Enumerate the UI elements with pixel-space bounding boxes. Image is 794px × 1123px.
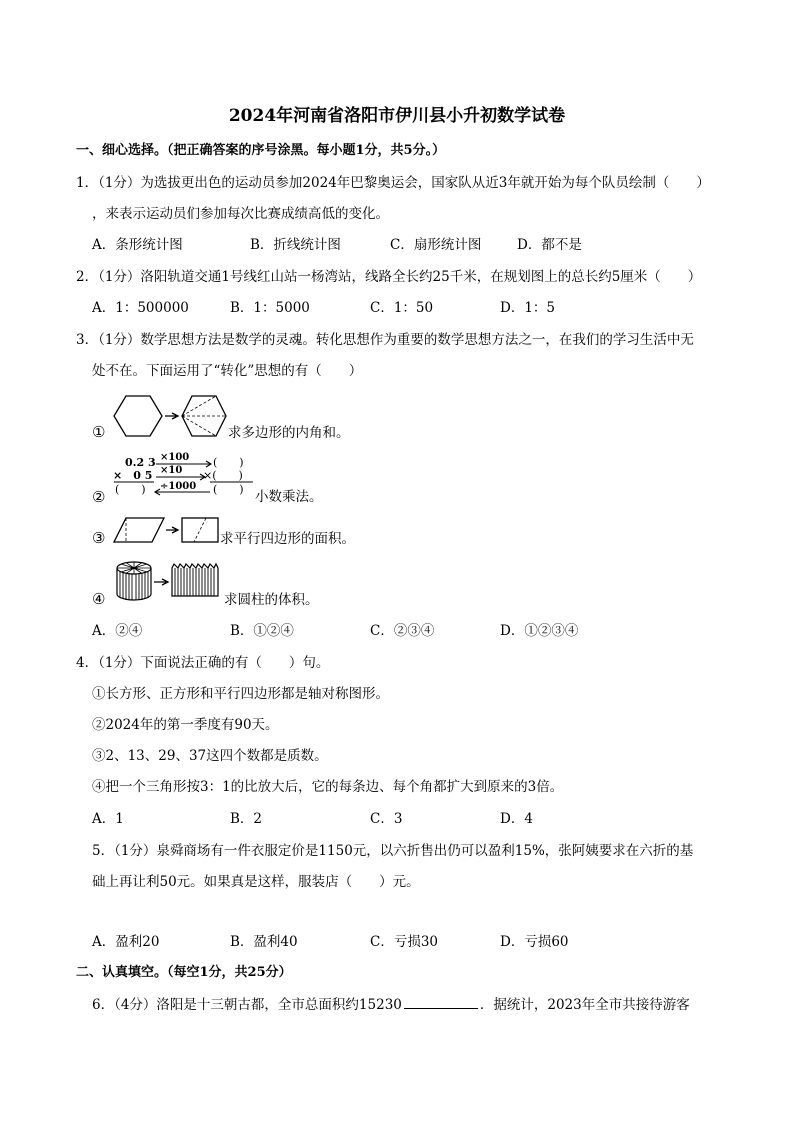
- question-6-text-after: ．据统计，2023年全市共接待游客: [479, 997, 690, 1013]
- fig2-op-times-100: ×100: [160, 452, 190, 463]
- q3-item-2-number: ②: [92, 488, 106, 506]
- q5-option-d[interactable]: D．亏损60: [500, 934, 569, 950]
- q1-option-c[interactable]: C．扇形统计图: [390, 237, 482, 253]
- q4-statement-3: ③2、13、29、37这四个数都是质数。: [92, 748, 328, 764]
- question-5-text-cont: 础上再让利50元。如果真是这样，服装店（ ）元。: [92, 874, 420, 890]
- q4-statement-4: ④把一个三角形按3：1的比放大后，它的每条边、每个角都扩大到原来的3倍。: [92, 779, 564, 795]
- q3-option-c[interactable]: C．②③④: [370, 623, 435, 639]
- fig2-product-left: ( ): [115, 483, 146, 496]
- q3-option-d[interactable]: D．①②③④: [500, 623, 579, 639]
- fig2-result-1: ( ): [213, 456, 244, 469]
- q4-option-d[interactable]: D．4: [500, 811, 533, 827]
- q1-option-d[interactable]: D．都不是: [517, 237, 582, 253]
- q4-statement-2: ②2024年的第一季度有90天。: [92, 717, 279, 733]
- q4-option-a[interactable]: A．1: [92, 811, 124, 827]
- q4-option-b[interactable]: B．2: [230, 811, 263, 827]
- question-3-text: 3．（1分）数学思想方法是数学的灵魂。转化思想作为重要的数学思想方法之一，在我们的学习生活中无: [76, 332, 694, 348]
- fig2-factor-2: × 0 5: [113, 469, 153, 482]
- hexagon-transform-figure: [112, 394, 227, 438]
- q2-option-c[interactable]: C．1：50: [370, 300, 434, 316]
- q3-item-4-number: ④: [92, 590, 106, 608]
- question-5-text: 5．（1分）泉舜商场有一件衣服定价是1150元，以六折售出仍可以盈利15%，张阿姨要求在六折的基: [92, 843, 694, 859]
- question-1-text: 1．（1分）为选拔更出色的运动员参加2024年巴黎奥运会，国家队从近3年就开始为每个队员绘制（ ）: [76, 175, 710, 191]
- question-6-text: [92, 996, 690, 1014]
- q3-option-a[interactable]: A．②④: [92, 623, 143, 639]
- fig2-result-2: ×( ): [203, 469, 243, 482]
- section-1-heading: 一、细心选择。（把正确答案的序号涂黑。每小题1分，共5分。）: [76, 143, 446, 158]
- fig2-op-times-10: ×10: [160, 465, 183, 476]
- cylinder-transform-figure: [112, 560, 222, 604]
- question-3-text-cont: 处不在。下面运用了“转化”思想的有（ ）: [92, 363, 363, 379]
- fig2-result-3: ( ): [213, 483, 244, 496]
- q3-item-1-number: ①: [92, 423, 106, 441]
- q3-option-b[interactable]: B．①②④: [230, 623, 294, 639]
- q2-option-a[interactable]: A．1：500000: [92, 300, 189, 316]
- q3-item-2-text: 小数乘法。: [255, 489, 323, 505]
- q4-statement-1: ①长方形、正方形和平行四边形都是轴对称图形。: [92, 686, 389, 702]
- question-4-text: 4．（1分）下面说法正确的有（ ）句。: [76, 655, 330, 671]
- q2-option-d[interactable]: D．1：5: [500, 300, 556, 316]
- fig2-op-divide-1000: ÷1000: [160, 481, 197, 492]
- question-1-text-cont: ，来表示运动员们参加每次比赛成绩高低的变化。: [92, 206, 389, 222]
- q1-option-b[interactable]: B．折线统计图: [250, 237, 341, 253]
- q5-option-a[interactable]: A．盈利20: [92, 934, 160, 950]
- question-2-text: 2．（1分）洛阳轨道交通1号线红山站一杨湾站，线路全长约25千米，在规划图上的总长约5厘米（ ）: [76, 269, 702, 285]
- page-title: 2024年河南省洛阳市伊川县小升初数学试卷: [228, 106, 566, 126]
- q4-option-c[interactable]: C．3: [370, 811, 403, 827]
- q3-item-3-number: ③: [92, 529, 106, 547]
- q3-item-3-text: 求平行四边形的面积。: [220, 531, 355, 547]
- q3-item-4-text: 求圆柱的体积。: [224, 592, 319, 608]
- q5-option-b[interactable]: B．盈利40: [230, 934, 298, 950]
- answer-blank[interactable]: [404, 996, 478, 1009]
- q5-option-c[interactable]: C．亏损30: [370, 934, 439, 950]
- question-6-text-before: 6．（4分）洛阳是十三朝古都，全市总面积约15230: [92, 997, 402, 1013]
- q2-option-b[interactable]: B．1：5000: [230, 300, 310, 316]
- section-2-heading: 二、认真填空。（每空1分，共25分）: [76, 965, 292, 980]
- parallelogram-transform-figure: [112, 516, 220, 546]
- q1-option-a[interactable]: A．条形统计图: [92, 237, 183, 253]
- fig2-factor-1: 0.2 3: [125, 456, 156, 469]
- q3-item-1-text: 求多边形的内角和。: [228, 425, 350, 441]
